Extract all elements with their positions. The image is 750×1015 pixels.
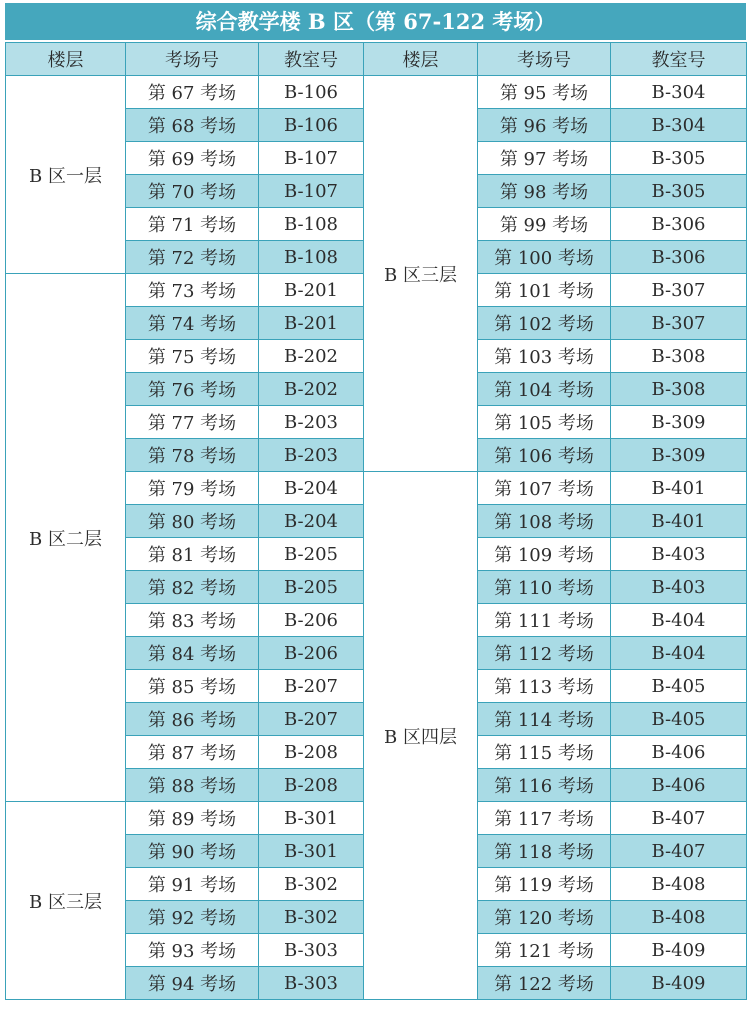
table-row bbox=[6, 76, 747, 109]
exam-number-cell: 第 87 考场 bbox=[126, 736, 259, 769]
exam-number-cell: 第 108 考场 bbox=[478, 505, 611, 538]
exam-number-cell: 第 80 考场 bbox=[126, 505, 259, 538]
exam-number-cell: 第 103 考场 bbox=[478, 340, 611, 373]
exam-number-cell: 第 67 考场 bbox=[126, 76, 259, 109]
room-number-cell: B-307 bbox=[611, 274, 747, 307]
room-number-cell: B-206 bbox=[259, 604, 364, 637]
room-number-cell: B-203 bbox=[259, 439, 364, 472]
exam-number-cell: 第 92 考场 bbox=[126, 901, 259, 934]
exam-number-cell: 第 99 考场 bbox=[478, 208, 611, 241]
exam-number-cell: 第 121 考场 bbox=[478, 934, 611, 967]
floor-label-right: B 区三层 bbox=[364, 76, 478, 472]
room-number-cell: B-107 bbox=[259, 142, 364, 175]
floor-label-right: B 区四层 bbox=[364, 472, 478, 1000]
room-number-cell: B-201 bbox=[259, 274, 364, 307]
exam-number-cell: 第 98 考场 bbox=[478, 175, 611, 208]
exam-number-cell: 第 111 考场 bbox=[478, 604, 611, 637]
room-number-cell: B-305 bbox=[611, 142, 747, 175]
exam-number-cell: 第 71 考场 bbox=[126, 208, 259, 241]
room-number-cell: B-208 bbox=[259, 769, 364, 802]
room-number-cell: B-306 bbox=[611, 241, 747, 274]
room-number-cell: B-308 bbox=[611, 340, 747, 373]
exam-number-cell: 第 78 考场 bbox=[126, 439, 259, 472]
exam-number-cell: 第 68 考场 bbox=[126, 109, 259, 142]
exam-number-cell: 第 122 考场 bbox=[478, 967, 611, 1000]
room-number-cell: B-408 bbox=[611, 868, 747, 901]
exam-number-cell: 第 75 考场 bbox=[126, 340, 259, 373]
exam-number-cell: 第 74 考场 bbox=[126, 307, 259, 340]
exam-number-cell: 第 94 考场 bbox=[126, 967, 259, 1000]
exam-number-cell: 第 114 考场 bbox=[478, 703, 611, 736]
exam-number-cell: 第 116 考场 bbox=[478, 769, 611, 802]
exam-number-cell: 第 73 考场 bbox=[126, 274, 259, 307]
room-number-cell: B-301 bbox=[259, 802, 364, 835]
room-number-cell: B-403 bbox=[611, 538, 747, 571]
room-number-cell: B-308 bbox=[611, 373, 747, 406]
room-number-cell: B-409 bbox=[611, 934, 747, 967]
room-number-cell: B-204 bbox=[259, 505, 364, 538]
room-number-cell: B-309 bbox=[611, 406, 747, 439]
exam-number-cell: 第 106 考场 bbox=[478, 439, 611, 472]
exam-number-cell: 第 81 考场 bbox=[126, 538, 259, 571]
room-number-cell: B-307 bbox=[611, 307, 747, 340]
room-number-cell: B-204 bbox=[259, 472, 364, 505]
room-number-cell: B-407 bbox=[611, 802, 747, 835]
room-number-cell: B-206 bbox=[259, 637, 364, 670]
exam-number-cell: 第 107 考场 bbox=[478, 472, 611, 505]
exam-number-cell: 第 96 考场 bbox=[478, 109, 611, 142]
exam-number-cell: 第 93 考场 bbox=[126, 934, 259, 967]
table-body bbox=[6, 76, 747, 1000]
room-number-cell: B-202 bbox=[259, 373, 364, 406]
room-number-cell: B-406 bbox=[611, 736, 747, 769]
exam-number-cell: 第 79 考场 bbox=[126, 472, 259, 505]
room-number-cell: B-203 bbox=[259, 406, 364, 439]
room-number-cell: B-108 bbox=[259, 241, 364, 274]
room-number-cell: B-303 bbox=[259, 967, 364, 1000]
room-number-cell: B-106 bbox=[259, 76, 364, 109]
floor-label-left: B 区一层 bbox=[6, 76, 126, 274]
room-number-cell: B-403 bbox=[611, 571, 747, 604]
room-number-cell: B-208 bbox=[259, 736, 364, 769]
room-number-cell: B-306 bbox=[611, 208, 747, 241]
exam-room-table-page bbox=[5, 3, 746, 1000]
exam-number-cell: 第 88 考场 bbox=[126, 769, 259, 802]
table-title: 综合教学楼 B 区（第 67-122 考场） bbox=[5, 3, 746, 42]
exam-number-cell: 第 112 考场 bbox=[478, 637, 611, 670]
header-room-left: 教室号 bbox=[259, 43, 364, 76]
room-number-cell: B-404 bbox=[611, 637, 747, 670]
room-number-cell: B-207 bbox=[259, 670, 364, 703]
exam-number-cell: 第 117 考场 bbox=[478, 802, 611, 835]
exam-number-cell: 第 105 考场 bbox=[478, 406, 611, 439]
exam-number-cell: 第 86 考场 bbox=[126, 703, 259, 736]
header-row bbox=[6, 43, 747, 76]
exam-number-cell: 第 70 考场 bbox=[126, 175, 259, 208]
exam-number-cell: 第 85 考场 bbox=[126, 670, 259, 703]
exam-number-cell: 第 109 考场 bbox=[478, 538, 611, 571]
floor-label-left: B 区二层 bbox=[6, 274, 126, 802]
room-number-cell: B-304 bbox=[611, 109, 747, 142]
room-number-cell: B-205 bbox=[259, 571, 364, 604]
room-number-cell: B-406 bbox=[611, 769, 747, 802]
floor-label-left: B 区三层 bbox=[6, 802, 126, 1000]
exam-number-cell: 第 120 考场 bbox=[478, 901, 611, 934]
exam-number-cell: 第 82 考场 bbox=[126, 571, 259, 604]
exam-number-cell: 第 97 考场 bbox=[478, 142, 611, 175]
header-floor-left: 楼层 bbox=[6, 43, 126, 76]
exam-number-cell: 第 101 考场 bbox=[478, 274, 611, 307]
exam-number-cell: 第 102 考场 bbox=[478, 307, 611, 340]
room-number-cell: B-408 bbox=[611, 901, 747, 934]
room-number-cell: B-404 bbox=[611, 604, 747, 637]
room-number-cell: B-303 bbox=[259, 934, 364, 967]
room-number-cell: B-301 bbox=[259, 835, 364, 868]
room-number-cell: B-302 bbox=[259, 868, 364, 901]
header-exam-right: 考场号 bbox=[478, 43, 611, 76]
room-number-cell: B-405 bbox=[611, 670, 747, 703]
room-number-cell: B-202 bbox=[259, 340, 364, 373]
exam-number-cell: 第 89 考场 bbox=[126, 802, 259, 835]
exam-number-cell: 第 95 考场 bbox=[478, 76, 611, 109]
exam-number-cell: 第 104 考场 bbox=[478, 373, 611, 406]
exam-number-cell: 第 110 考场 bbox=[478, 571, 611, 604]
header-exam-left: 考场号 bbox=[126, 43, 259, 76]
exam-number-cell: 第 115 考场 bbox=[478, 736, 611, 769]
exam-number-cell: 第 84 考场 bbox=[126, 637, 259, 670]
room-number-cell: B-401 bbox=[611, 505, 747, 538]
exam-number-cell: 第 100 考场 bbox=[478, 241, 611, 274]
room-number-cell: B-305 bbox=[611, 175, 747, 208]
room-number-cell: B-108 bbox=[259, 208, 364, 241]
exam-number-cell: 第 90 考场 bbox=[126, 835, 259, 868]
room-number-cell: B-205 bbox=[259, 538, 364, 571]
exam-number-cell: 第 72 考场 bbox=[126, 241, 259, 274]
exam-number-cell: 第 77 考场 bbox=[126, 406, 259, 439]
header-room-right: 教室号 bbox=[611, 43, 747, 76]
exam-number-cell: 第 119 考场 bbox=[478, 868, 611, 901]
exam-number-cell: 第 76 考场 bbox=[126, 373, 259, 406]
exam-number-cell: 第 118 考场 bbox=[478, 835, 611, 868]
exam-number-cell: 第 69 考场 bbox=[126, 142, 259, 175]
room-number-cell: B-401 bbox=[611, 472, 747, 505]
room-number-cell: B-309 bbox=[611, 439, 747, 472]
room-number-cell: B-405 bbox=[611, 703, 747, 736]
exam-number-cell: 第 113 考场 bbox=[478, 670, 611, 703]
room-number-cell: B-207 bbox=[259, 703, 364, 736]
room-number-cell: B-302 bbox=[259, 901, 364, 934]
header-floor-right: 楼层 bbox=[364, 43, 478, 76]
exam-number-cell: 第 83 考场 bbox=[126, 604, 259, 637]
room-number-cell: B-304 bbox=[611, 76, 747, 109]
room-number-cell: B-407 bbox=[611, 835, 747, 868]
room-number-cell: B-106 bbox=[259, 109, 364, 142]
exam-number-cell: 第 91 考场 bbox=[126, 868, 259, 901]
room-number-cell: B-107 bbox=[259, 175, 364, 208]
room-number-cell: B-201 bbox=[259, 307, 364, 340]
exam-room-table bbox=[5, 42, 747, 1000]
room-number-cell: B-409 bbox=[611, 967, 747, 1000]
